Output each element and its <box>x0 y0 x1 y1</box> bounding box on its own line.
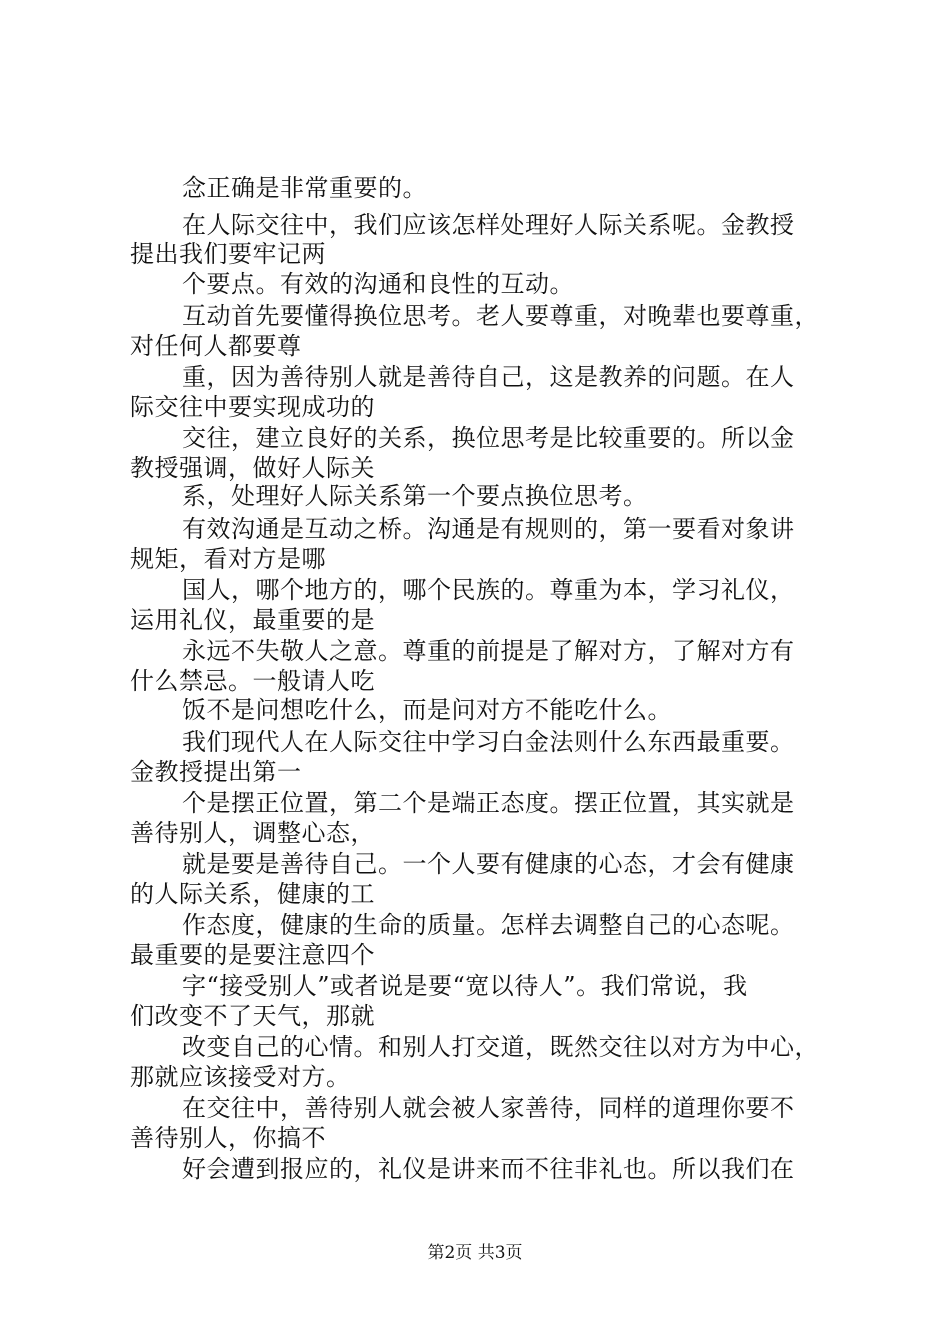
text-line: 教授强调，做好人际关 <box>130 454 375 482</box>
text-line: 重，因为善待别人就是善待自己，这是教养的问题。在人 <box>182 363 795 391</box>
page-number-footer: 第2页 共3页 <box>427 1243 523 1263</box>
text-line: 念正确是非常重要的。 <box>182 174 427 202</box>
text-line: 改变自己的心情。和别人打交道，既然交往以对方为中心， <box>182 1033 819 1061</box>
text-line: 作态度，健康的生命的质量。怎样去调整自己的心态呢。 <box>182 911 795 939</box>
text-line: 那就应该接受对方。 <box>130 1063 351 1091</box>
text-line: 在人际交往中，我们应该怎样处理好人际关系呢。金教授 <box>182 211 795 239</box>
text-line: 善待别人，你搞不 <box>130 1124 326 1152</box>
text-line: 金教授提出第一 <box>130 758 302 786</box>
text-line: 互动首先要懂得换位思考。老人要尊重，对晚辈也要尊重， <box>182 302 819 330</box>
text-line: 们改变不了天气，那就 <box>130 1002 375 1030</box>
text-line: 个是摆正位置，第二个是端正态度。摆正位置，其实就是 <box>182 789 795 817</box>
text-line: 运用礼仪，最重要的是 <box>130 606 375 634</box>
text-line: 在交往中，善待别人就会被人家善待，同样的道理你要不 <box>182 1094 795 1122</box>
text-line: 善待别人，调整心态， <box>130 819 375 847</box>
text-line: 个要点。有效的沟通和良性的互动。 <box>182 270 574 298</box>
text-line: 对任何人都要尊 <box>130 332 302 360</box>
text-line: 字“接受别人”或者说是要“宽以待人”。我们常说，我 <box>182 972 748 1000</box>
text-line: 交往，建立良好的关系，换位思考是比较重要的。所以金 <box>182 424 795 452</box>
text-line: 永远不失敬人之意。尊重的前提是了解对方，了解对方有 <box>182 637 795 665</box>
text-line: 系，处理好人际关系第一个要点换位思考。 <box>182 482 648 510</box>
text-line: 提出我们要牢记两 <box>130 240 326 268</box>
text-line: 规矩，看对方是哪 <box>130 545 326 573</box>
text-line: 的人际关系，健康的工 <box>130 880 375 908</box>
text-line: 什么禁忌。一般请人吃 <box>130 667 375 695</box>
text-line: 我们现代人在人际交往中学习白金法则什么东西最重要。 <box>182 728 795 756</box>
text-line: 饭不是问想吃什么，而是问对方不能吃什么。 <box>182 696 672 724</box>
text-line: 际交往中要实现成功的 <box>130 393 375 421</box>
text-line: 就是要是善待自己。一个人要有健康的心态，才会有健康 <box>182 850 795 878</box>
text-line: 最重要的是要注意四个 <box>130 941 375 969</box>
text-line: 有效沟通是互动之桥。沟通是有规则的，第一要看对象讲 <box>182 515 795 543</box>
text-line: 好会遭到报应的，礼仪是讲来而不往非礼也。所以我们在 <box>182 1155 795 1183</box>
text-line: 国人，哪个地方的，哪个民族的。尊重为本，学习礼仪， <box>182 576 795 604</box>
